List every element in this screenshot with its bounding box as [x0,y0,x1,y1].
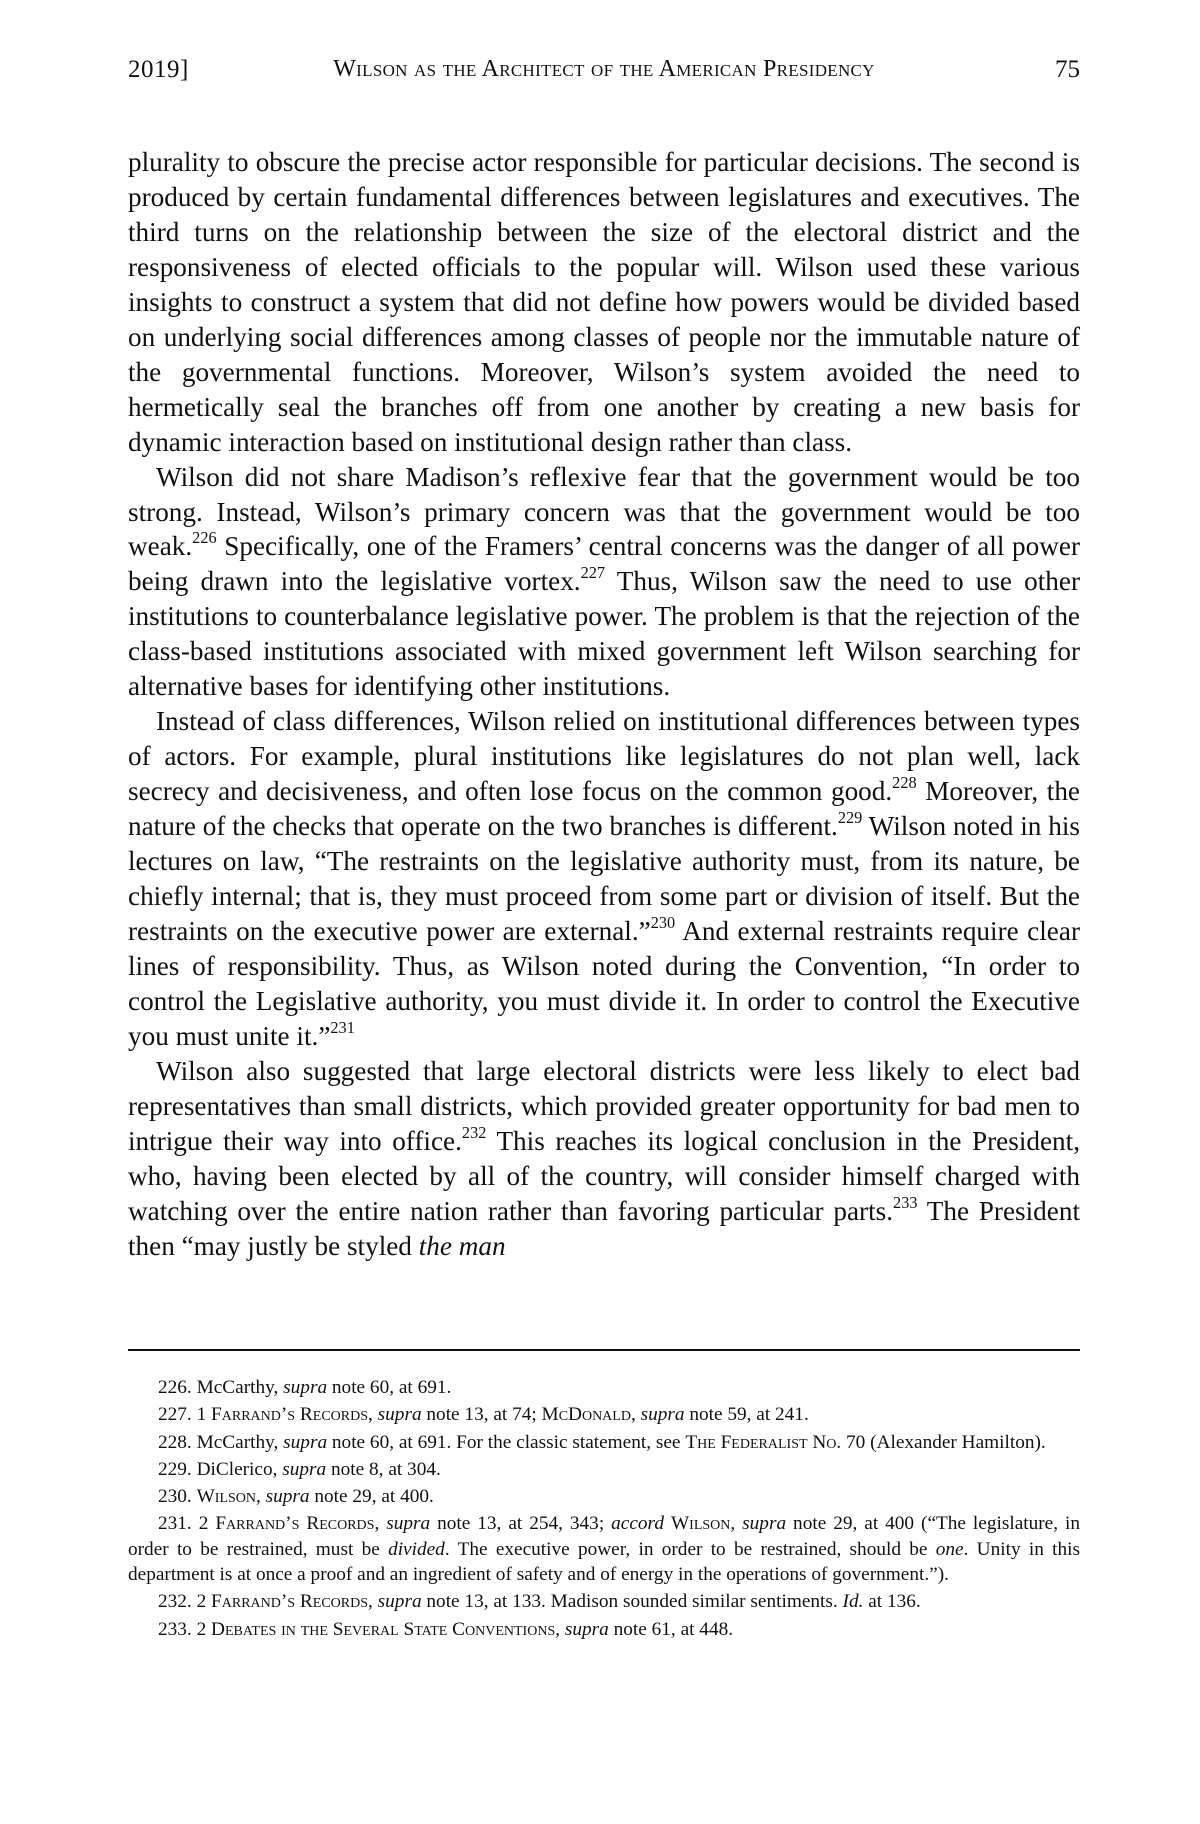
text-run: The President then “may justly be styled [128,1195,1080,1261]
text-run: Specifically, one of the Framers’ central concerns was the danger of all power being drawn into the legislative vortex. [128,531,1080,597]
italic-text: divided [388,1538,445,1560]
footnote [128,1617,1080,1642]
footnote-number: 230. [158,1486,192,1508]
italic-text: the man [418,1230,506,1261]
footnote-reference: 233 [893,1192,918,1212]
main-text [128,145,1080,1264]
text-run: 1 [196,1404,212,1426]
italic-text: supra [742,1513,787,1535]
small-caps-text: Debates in the Several State Conventions [211,1618,556,1640]
footnote-number: 232. [158,1591,192,1613]
footnote [128,1457,1080,1482]
running-title: Wilson as the Architect of the American Presidency [333,56,875,82]
small-caps-text: Wilson [196,1486,256,1508]
text-run: at 136. [863,1591,921,1613]
small-caps-text: Farrand’s Records [211,1591,369,1613]
text-run: note 59, at 241. [684,1404,809,1426]
text-run: , [374,1513,387,1535]
text-run: McCarthy, [196,1431,284,1453]
text-run: note 13, at 74; [421,1404,542,1426]
italic-text: supra [283,1431,328,1453]
small-caps-text: Wilson [670,1513,731,1535]
volume-year: 2019] [128,56,189,83]
italic-text: one [935,1538,964,1560]
italic-text: supra [377,1404,422,1426]
small-caps-text: Farrand’s Records [211,1404,369,1426]
italic-text: supra [386,1513,431,1535]
italic-text: supra [564,1618,609,1640]
body-paragraph [128,704,1080,1054]
footnote [128,1511,1080,1587]
text-run: note 60, at 691. For the classic statement, see [327,1431,686,1453]
italic-text: Id. [842,1591,864,1613]
footnote-number: 233. [158,1618,192,1640]
text-run [664,1513,671,1534]
text-run: , [555,1618,565,1640]
text-run: note 60, at 691. [327,1377,452,1398]
text-run: , [730,1513,743,1535]
text-run: note 61, at 448. [608,1618,734,1640]
italic-text: supra [640,1404,685,1426]
text-run: 2 [196,1591,212,1613]
footnote-reference: 230 [650,912,676,932]
page-number: 75 [1055,56,1080,83]
text-run: note 13, at 133. Madison sounded similar sentiments. [421,1591,843,1613]
body-paragraph [128,460,1080,705]
text-run: , [368,1591,378,1613]
text-run: note 29, at 400 (“The legislature, in order to be restrained, must be [128,1513,1081,1560]
footnote-reference: 229 [837,807,863,827]
text-run: note 13, at 254, 343; [430,1513,612,1535]
text-run: , [368,1404,378,1426]
footnote [128,1402,1080,1427]
footnote-number: 226. [158,1377,192,1398]
footnote-divider [128,1349,1080,1351]
text-run: Wilson did not share Madison’s reflexive fear that the government would be too strong. Instead, Wilson’s primary concern was that the government would be too weak. [128,461,1080,562]
running-header [128,56,1080,92]
footnote [128,1589,1080,1614]
text-run: DiClerico, [196,1458,283,1480]
text-run: This reaches its logical conclusion in the President, who, having been elected by all of the country, will consider himself charged with watching over the entire nation rather than favoring particular parts. [128,1125,1080,1226]
body-paragraph [128,145,1080,460]
text-run: Wilson noted in his lectures on law, “The restraints on the legislative authority must, from its nature, be chiefly internal; that is, they must proceed from some part or division of itself. But the restraints on the executive power are external.” [128,811,1080,946]
footnote [128,1430,1080,1455]
small-caps-text: The Federalist No. [685,1431,842,1453]
footnote-reference: 227 [580,563,606,583]
footnote-number: 229. [158,1458,192,1480]
text-run: Wilson also suggested that large electoral districts were less likely to elect bad representatives than small districts, which provided greater opportunity for bad men to intrigue their way into office. [128,1055,1080,1156]
italic-text: accord [611,1513,664,1535]
italic-text: supra [265,1486,310,1508]
text-run: Moreover, the nature of the checks that operate on the two branches is different. [128,776,1080,842]
italic-text: supra [282,1458,327,1480]
text-run: , [256,1486,266,1508]
footnote-reference: 232 [461,1122,487,1142]
text-run: Instead of class differences, Wilson relied on institutional differences between types of actors. For example, plural institutions like legislatures do not plan well, lack secrecy and decisiveness, and often lose focus on the common good. [128,706,1080,807]
text-run: note 8, at 304. [326,1458,441,1480]
italic-text: supra [283,1377,328,1398]
text-run: . Unity in this department is at once a proof and an ingredient of safety and of energy in the operations of government.”). [128,1538,1080,1586]
footnotes [128,1375,1080,1644]
text-run: plurality to obscure the precise actor responsible for particular decisions. The second is produced by certain fundamental differences between legislatures and executives. The third turns on the relationship between the size of the electoral district and the responsiveness of elected officials to the popular will. Wilson used these various insights to construct a system that did not define how powers would be divided based on underlying social differences among classes of people nor the immutable nature of the governmental functions. Moreover, Wilson’s system avoided the need to hermetically seal the branches off from one another by creating a new basis for dynamic interaction based on institutional design rather than class. [128,147,1080,457]
italic-text: supra [377,1591,422,1613]
footnote-number: 227. [158,1404,192,1426]
body-paragraph [128,1054,1080,1264]
footnote-number: 231. [158,1513,192,1535]
footnote-number: 228. [158,1431,192,1453]
footnote [128,1484,1080,1509]
text-run: McCarthy, [196,1377,284,1398]
footnote [128,1375,1080,1400]
text-run: 70 (Alexander Hamilton). [841,1431,1046,1453]
small-caps-text: McDonald [541,1404,631,1426]
text-run: 2 [198,1513,216,1535]
text-run: note 29, at 400. [309,1486,434,1508]
text-run: Thus, Wilson saw the need to use other institutions to counterbalance legislative power. The problem is that the rejection of the class-based institutions associated with mixed government left Wilson searching for alternative bases for identifying other institutions. [128,566,1080,702]
text-run: 2 [196,1618,212,1640]
footnote-reference: 231 [330,1017,355,1037]
text-run: . The executive power, in order to be restrained, should be [444,1538,936,1560]
text-run: And external restraints require clear lines of responsibility. Thus, as Wilson noted during the Convention, “In order to control the Legislative authority, you must divide it. In order to control the Executive you must unite it.” [128,915,1080,1051]
text-run: , [630,1404,641,1426]
small-caps-text: Farrand’s Records [215,1513,375,1535]
footnote-reference: 228 [892,772,917,792]
footnote-reference: 226 [192,528,217,548]
